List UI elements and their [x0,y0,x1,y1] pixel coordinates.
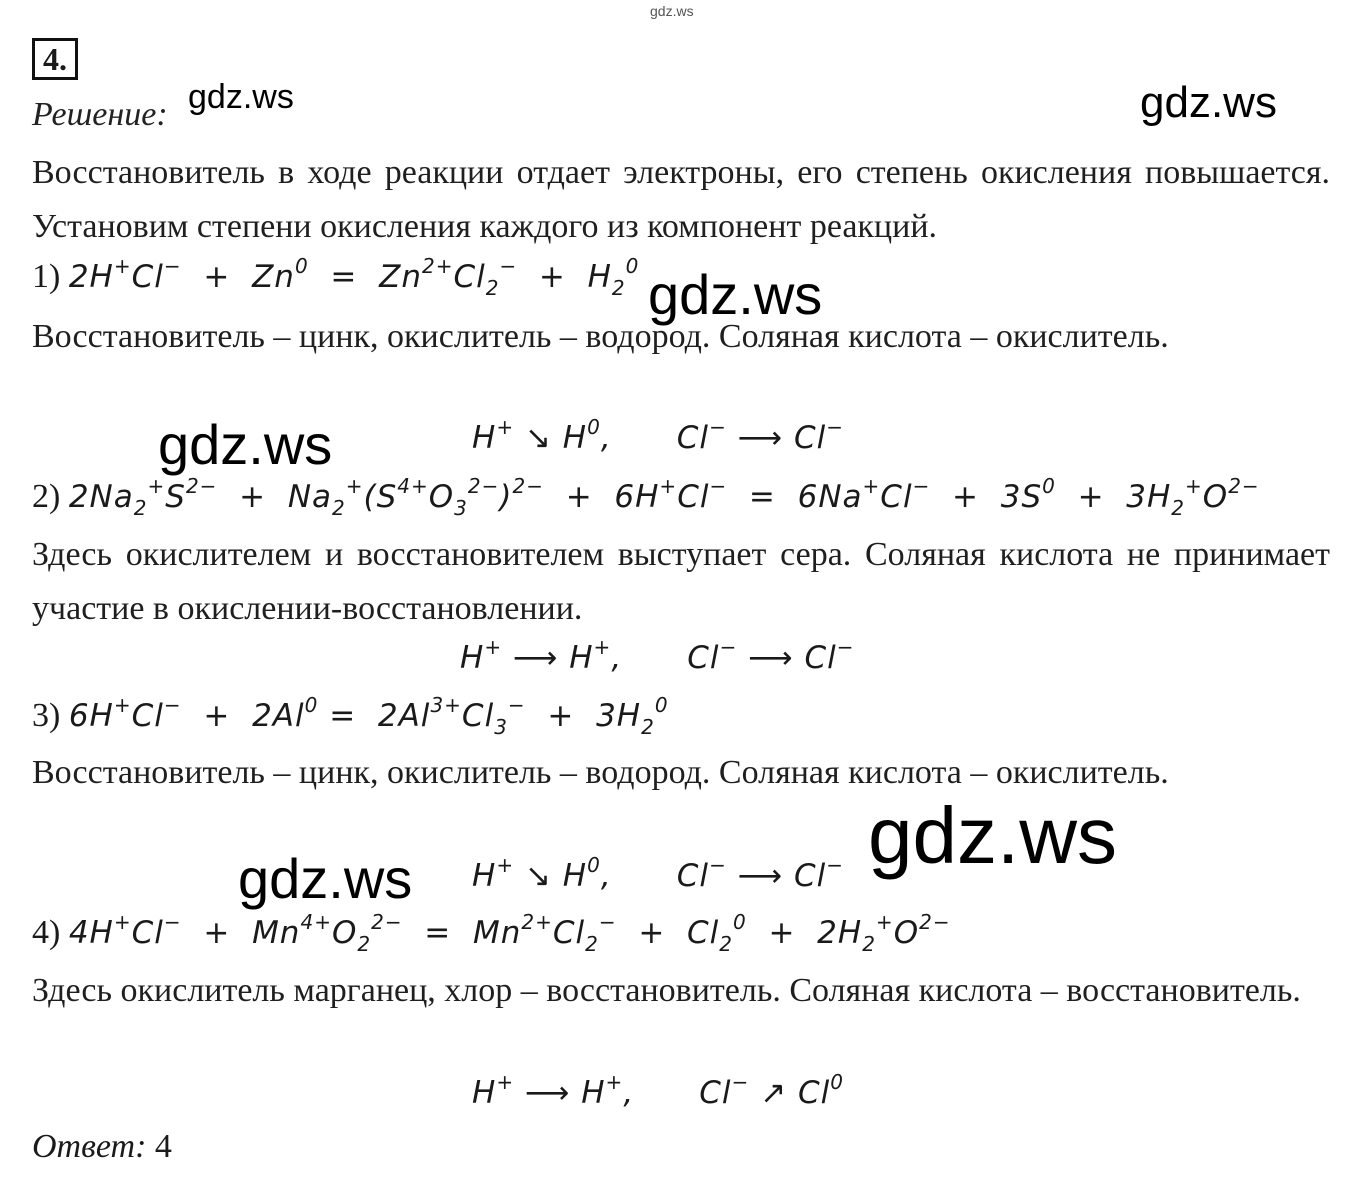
reaction-4-equation: 4) $4H^+Cl^- + Mn^{4+}O_2^{2-} = Mn^{2+}Cl_2^- + Cl_2^0 + 2H_2^+O^{2-}$ [32,910,951,956]
reaction-number: 3) [32,697,61,734]
reaction-number: 2) [32,478,61,515]
reaction-4-explanation: Здесь окислитель марганец, хлор – восстановитель. Соляная кислота – восстановитель. [32,972,1301,1009]
reaction-2-transitions: H+ ⟶ H+, Cl− ⟶ Cl− [460,635,855,676]
solution-label: Решение: [32,96,168,133]
reaction-number: 1) [32,258,61,295]
reaction-4-transitions: H+ ⟶ H+, Cl− ↗ Cl$^0$ [472,1070,845,1111]
answer-label: Ответ: [32,1128,147,1165]
watermark: gdz.ws [1140,78,1277,127]
site-mark: gdz.ws [650,3,694,19]
reaction-number: 4) [32,914,61,951]
watermark: gdz.ws [648,263,823,326]
watermark: gdz.ws [188,78,294,116]
watermark: gdz.ws [238,847,413,910]
intro-paragraph: Восстановитель в ходе реакции отдает электроны, его степень окисления повышается. Установим степени окисления каждого из компонент реакций. [32,154,1330,245]
answer-line [32,1128,172,1166]
watermark: gdz.ws [158,413,333,476]
reaction-3-equation: 3) $6H^+Cl^- + 2Al^0 = 2Al^{3+}Cl_3^- + 3H_2^0$ [32,693,669,739]
reaction-3-explanation: Восстановитель – цинк, окислитель – водород. Соляная кислота – окислитель. [32,754,1169,791]
reaction-1-equation: 1) $2H^+Cl^- + Zn^0 = Zn^{2+}Cl_2^- + H_2^0$ [32,254,640,300]
problem-number: 4. [32,38,78,80]
reaction-2-explanation: Здесь окислителем и восстановителем выступает сера. Соляная кислота не принимает участие в окислении-восстановлении. [32,536,1330,627]
reaction-1-explanation: Восстановитель – цинк, окислитель – водород. Соляная кислота – окислитель. [32,318,1169,355]
reaction-2-equation: 2) $2Na_2^+S^{2-} + Na_2^+(S^{4+}O_3^{2-})^{2-} + 6H^+Cl^- = 6Na^+Cl^- + 3S^0 + 3H_2^+O^{2-}$ [32,474,1260,520]
reaction-1-transitions: H+ ↘ $H^0$, Cl− ⟶ Cl− [472,415,845,456]
answer-value: 4 [154,1128,172,1165]
reaction-3-transitions: H+ ↘ $H^0$, Cl− ⟶ Cl− [472,853,845,894]
watermark: gdz.ws [868,791,1117,880]
